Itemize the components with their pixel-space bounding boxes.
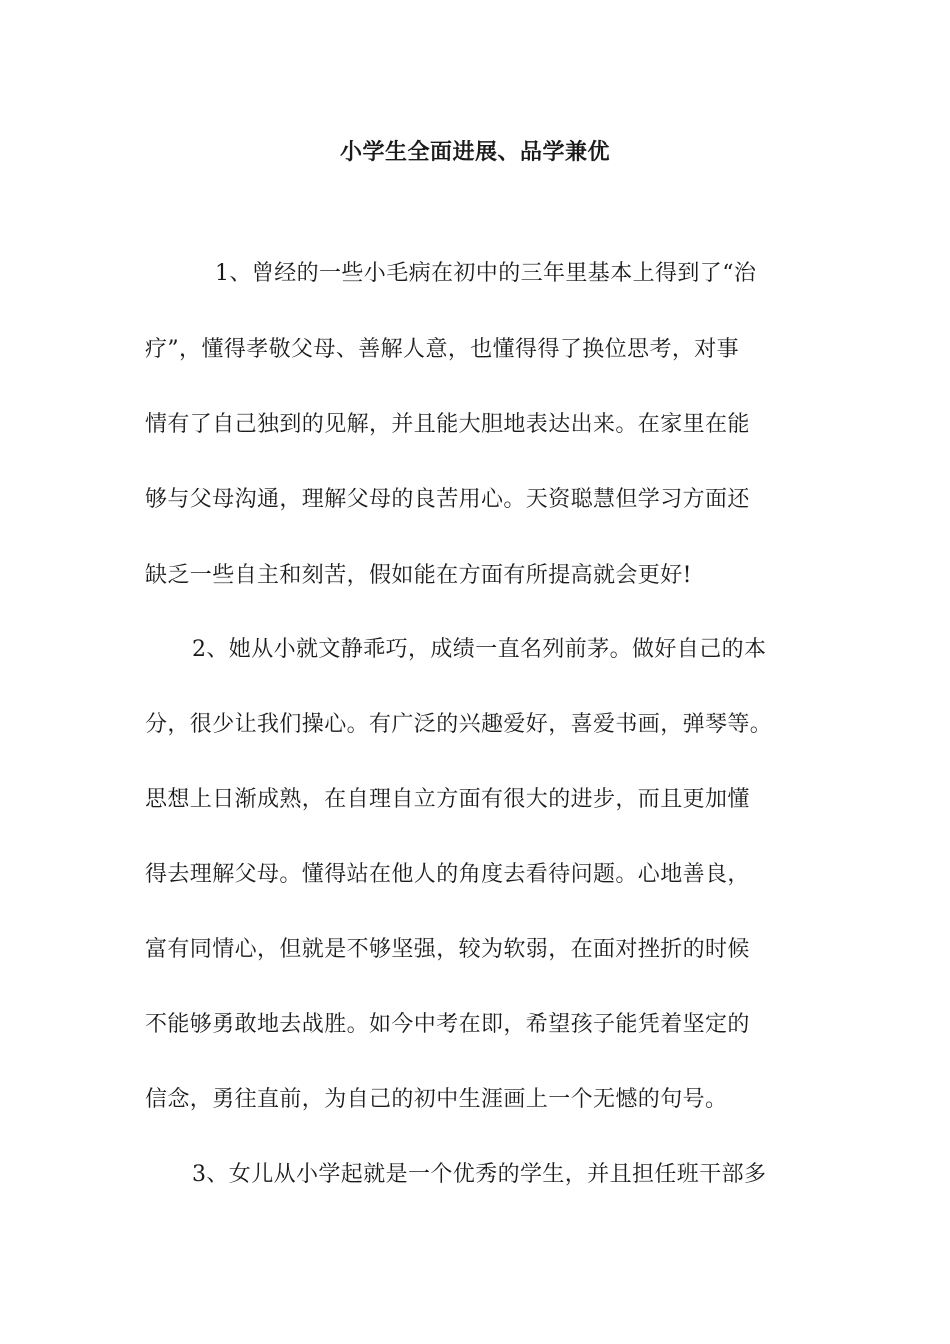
- paragraph-2-line-1: 2、她从小就文静乖巧，成绩一直名列前茅。做好自己的本: [192, 637, 767, 662]
- paragraph-1-line-3: 情有了自己独到的见解，并且能大胆地表达出来。在家里在能: [145, 412, 750, 437]
- paragraph-3-line-1: 3、女儿从小学起就是一个优秀的学生，并且担任班干部多: [192, 1162, 767, 1187]
- paragraph-2-line-3: 思想上日渐成熟，在自理自立方面有很大的进步，而且更加懂: [145, 787, 750, 812]
- paragraph-2-line-4: 得去理解父母。懂得站在他人的角度去看待问题。心地善良，: [145, 862, 750, 887]
- paragraph-1-line-4: 够与父母沟通，理解父母的良苦用心。天资聪慧但学习方面还: [145, 487, 750, 512]
- document-title: 小学生全面进展、品学兼优: [339, 139, 610, 165]
- paragraph-2-line-5: 富有同情心，但就是不够坚强，较为软弱，在面对挫折的时候: [145, 937, 750, 962]
- paragraph-1-line-5: 缺乏一些自主和刻苦，假如能在方面有所提高就会更好!: [145, 563, 692, 588]
- paragraph-2-line-7: 信念，勇往直前，为自己的初中生涯画上一个无憾的句号。: [145, 1087, 728, 1112]
- paragraph-1-line-2: 疗”，懂得孝敬父母、善解人意，也懂得得了换位思考，对事: [145, 337, 740, 362]
- paragraph-1-line-1: 1、曾经的一些小毛病在初中的三年里基本上得到了“治: [215, 261, 757, 286]
- paragraph-2-line-2: 分，很少让我们操心。有广泛的兴趣爱好，喜爱书画，弹琴等。: [145, 712, 773, 737]
- paragraph-2-line-6: 不能够勇敢地去战胜。如今中考在即，希望孩子能凭着坚定的: [145, 1012, 750, 1037]
